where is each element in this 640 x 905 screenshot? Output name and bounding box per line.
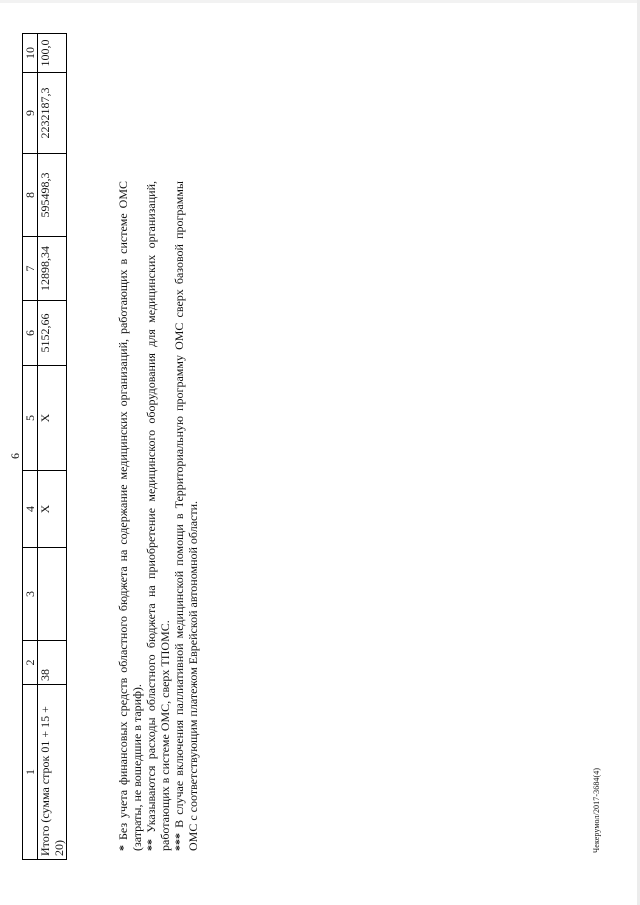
footnote-3 xyxy=(172,181,200,851)
table-row-total xyxy=(38,34,67,860)
col-header-1: 1 xyxy=(23,685,38,860)
col-header-6: 6 xyxy=(23,301,38,366)
cell-col-9: 2232187,3 xyxy=(38,73,67,154)
table-header-row xyxy=(23,34,38,860)
cell-col-10: 100,0 xyxy=(38,34,67,73)
cell-col-8: 595498,3 xyxy=(38,154,67,237)
footnote-3-text: В случае включения паллиативной медицинской помощи в Территориальную программу ОМС сверх базовой программы ОМС с соответствующим платежом Еврейской автономной области. xyxy=(172,181,200,851)
col-header-4: 4 xyxy=(23,471,38,548)
footnote-1-mark: * xyxy=(116,845,130,851)
footnote-2 xyxy=(144,181,172,851)
cell-col-3 xyxy=(38,548,67,641)
footnote-1-text: Без учета финансовых средств областного бюджета на содержание медицинских организаций, работающих в системе ОМС (затраты, не вошедшие в тариф). xyxy=(116,181,144,851)
cell-col-7: 12898,34 xyxy=(38,237,67,301)
cell-col-4: X xyxy=(38,471,67,548)
totals-table xyxy=(22,33,67,860)
footnote-1 xyxy=(116,181,144,851)
row-label: Итого (сумма строк 01 + 15 + 20) xyxy=(38,685,67,860)
col-header-7: 7 xyxy=(23,237,38,301)
footnote-3-mark: *** xyxy=(172,833,186,851)
footnote-2-mark: ** xyxy=(144,839,158,851)
page-number: 6 xyxy=(8,453,22,459)
document-code: Чекерумол/2017-3684(4) xyxy=(592,767,601,853)
cell-col-5: X xyxy=(38,366,67,471)
col-header-8: 8 xyxy=(23,154,38,237)
cell-col-2: 38 xyxy=(38,641,67,685)
col-header-5: 5 xyxy=(23,366,38,471)
footnotes xyxy=(116,181,200,851)
col-header-10: 10 xyxy=(23,34,38,73)
col-header-9: 9 xyxy=(23,73,38,154)
col-header-2: 2 xyxy=(23,641,38,685)
cell-col-6: 5152,66 xyxy=(38,301,67,366)
footnote-2-text: Указываются расходы областного бюджета на приобретение медицинского оборудования для медицинских организаций, работающих в системе ОМС, сверх ТПОМС. xyxy=(144,181,172,851)
col-header-3: 3 xyxy=(23,548,38,641)
